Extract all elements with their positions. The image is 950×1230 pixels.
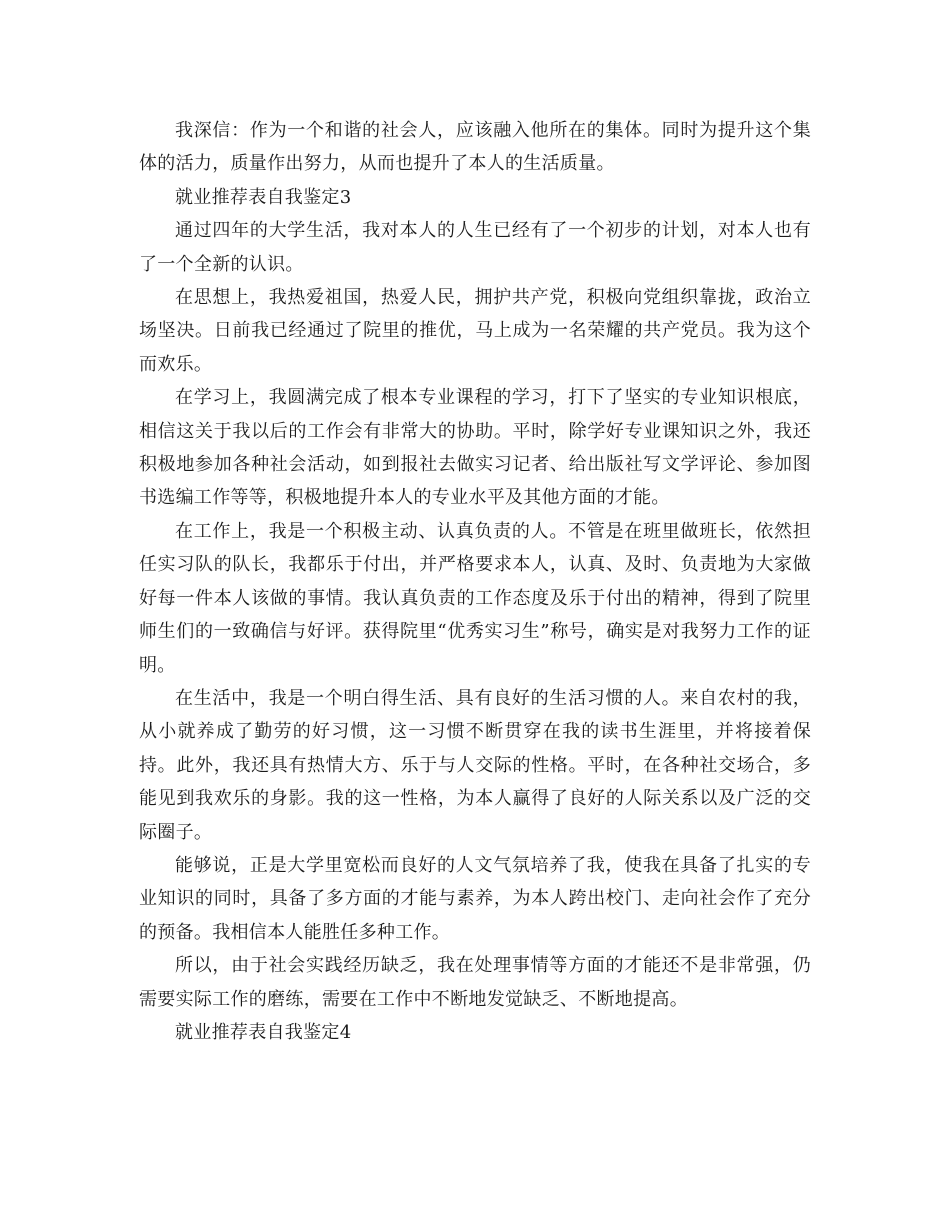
paragraph-study: 在学习上，我圆满完成了根本专业课程的学习，打下了坚实的专业知识根底，相信这关于我以后的工作会有非常大的协助。平时，除学好专业课知识之外，我还积极地参加各种社会活动，如到报社去做实习记者、给出版社写文学评论、参加图书选编工作等等，积极地提升本人的专业水平及其他方面的才能。 — [139, 387, 811, 509]
document-body — [139, 114, 811, 1049]
paragraph-ideology: 在思想上，我热爱祖国，热爱人民，拥护共产党，积极向党组织靠拢，政治立场坚决。日前我已经通过了院里的推优，马上成为一名荣耀的共产党员。我为这个而欢乐。 — [139, 287, 811, 375]
section-heading-4: 就业推荐表自我鉴定4 — [175, 1021, 352, 1043]
paragraph-shortcomings: 所以，由于社会实践经历缺乏，我在处理事情等方面的才能还不是非常强，仍需要实际工作的磨练，需要在工作中不断地发觉缺乏、不断地提高。 — [139, 955, 811, 1010]
paragraph-intro: 通过四年的大学生活，我对本人的人生已经有了一个初步的计划，对本人也有了一个全新的认识。 — [139, 220, 811, 275]
paragraph-life: 在生活中，我是一个明白得生活、具有良好的生活习惯的人。来自农村的我，从小就养成了勤劳的好习惯，这一习惯不断贯穿在我的读书生涯里，并将接着保持。此外，我还具有热情大方、乐于与人交际的性格。平时，在各种社交场合，多能见到我欢乐的身影。我的这一性格，为本人赢得了良好的人际关系以及广泛的交际圈子。 — [139, 687, 811, 843]
section-heading-3: 就业推荐表自我鉴定3 — [175, 186, 352, 208]
paragraph-belief: 我深信：作为一个和谐的社会人，应该融入他所在的集体。同时为提升这个集体的活力，质量作出努力，从而也提升了本人的生活质量。 — [139, 120, 811, 175]
paragraph-summary: 能够说，正是大学里宽松而良好的人文气氛培养了我，使我在具备了扎实的专业知识的同时，具备了多方面的才能与素养，为本人跨出校门、走向社会作了充分的预备。我相信本人能胜任多种工作。 — [139, 854, 811, 943]
paragraph-work: 在工作上，我是一个积极主动、认真负责的人。不管是在班里做班长，依然担任实习队的队长，我都乐于付出，并严格要求本人，认真、及时、负责地为大家做好每一件本人该做的事情。我认真负责的工作态度及乐于付出的精神，得到了院里师生们的一致确信与好评。获得院里“优秀实习生”称号，确实是对我努力工作的证明。 — [139, 520, 811, 676]
